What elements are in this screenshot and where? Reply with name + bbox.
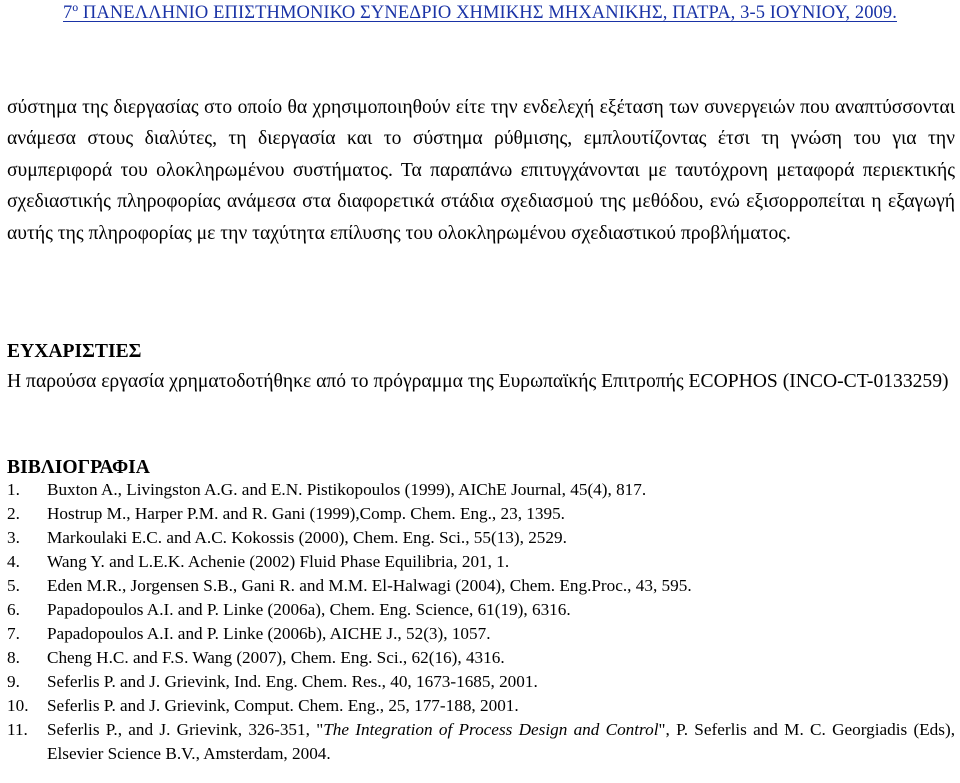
reference-number: 4. xyxy=(7,552,20,571)
reference-item xyxy=(7,622,955,646)
reference-item xyxy=(7,598,955,622)
reference-text: Wang Y. and L.E.K. Achenie (2002) Fluid Phase Equilibria, 201, 1. xyxy=(47,552,510,571)
reference-text: Eden M.R., Jorgensen S.B., Gani R. and M.M. El-Halwagi (2004), Chem. Eng.Proc., 43, 595. xyxy=(47,576,692,595)
reference-text: Seferlis P. and J. Grievink, Ind. Eng. Chem. Res., 40, 1673-1685, 2001. xyxy=(47,672,538,691)
reference-text-before: Seferlis P., and J. Grievink, 326-351, " xyxy=(47,720,324,739)
reference-item xyxy=(7,478,955,502)
reference-number: 6. xyxy=(7,600,20,619)
reference-item xyxy=(7,526,955,550)
reference-text: Papadopoulos A.I. and P. Linke (2006b), AICHE J., 52(3), 1057. xyxy=(47,624,491,643)
reference-number: 7. xyxy=(7,624,20,643)
reference-number: 9. xyxy=(7,672,20,691)
reference-text: Markoulaki E.C. and A.C. Kokossis (2000), Chem. Eng. Sci., 55(13), 2529. xyxy=(47,528,567,547)
reference-item xyxy=(7,670,955,694)
conference-header: 7º ΠΑΝΕΛΛΗΝΙΟ ΕΠΙΣΤΗΜΟΝΙΚΟ ΣΥΝΕΔΡΙΟ ΧΗΜΙΚΗΣ ΜΗΧΑΝΙΚΗΣ, ΠΑΤΡΑ, 3-5 ΙΟΥΝΙΟΥ, 2009. xyxy=(63,3,897,23)
reference-number: 3. xyxy=(7,528,20,547)
bibliography-heading: ΒΙΒΛΙΟΓΡΑΦΙΑ xyxy=(7,457,150,478)
reference-text: Papadopoulos A.I. and P. Linke (2006a), Chem. Eng. Science, 61(19), 6316. xyxy=(47,600,571,619)
reference-item xyxy=(7,550,955,574)
reference-number: 5. xyxy=(7,576,20,595)
acknowledgements-text: Η παρούσα εργασία χρηματοδοτήθηκε από το πρόγραμμα της Ευρωπαϊκής Επιτροπής ECOPHOS (INCO-CT-0133259) xyxy=(7,371,949,392)
reference-list xyxy=(7,478,955,766)
acknowledgements-heading: ΕΥΧΑΡΙΣΤΙΕΣ xyxy=(7,341,142,362)
reference-number: 11. xyxy=(7,720,28,739)
reference-item xyxy=(7,574,955,598)
reference-number: 2. xyxy=(7,504,20,523)
reference-number: 8. xyxy=(7,648,20,667)
reference-text xyxy=(47,718,955,766)
reference-item xyxy=(7,646,955,670)
body-paragraph: σύστημα της διεργασίας στο οποίο θα χρησιμοποιηθούν είτε την ενδελεχή εξέταση των συνεργειών που αναπτύσσονται ανάμεσα στους διαλύτες, τη διεργασία και το σύστημα ρύθμισης, εμπλουτίζοντας έτσι τη γνώση του για την συμπεριφορά του ολοκληρωμένου συστήματος. Τα παραπάνω επιτυγχάνονται με ταυτόχρονη μεταφορά περιεκτικής σχεδιαστικής πληροφορίας ανάμεσα στα διαφορετικά στάδια σχεδιασμού της μεθόδου, ενώ εξισορροπείται η εξαγωγή αυτής της πληροφορίας με την ταχύτητα επίλυσης του ολοκληρωμένου σχεδιαστικού προβλήματος. xyxy=(7,97,955,244)
reference-number: 1. xyxy=(7,480,20,499)
reference-book-title: The Integration of Process Design and Control xyxy=(323,720,659,739)
reference-item xyxy=(7,502,955,526)
reference-text: Buxton A., Livingston A.G. and E.N. Pistikopoulos (1999), AIChE Journal, 45(4), 817. xyxy=(47,480,647,499)
reference-item xyxy=(7,718,955,766)
reference-item xyxy=(7,694,955,718)
reference-text: Hostrup M., Harper P.M. and R. Gani (1999),Comp. Chem. Eng., 23, 1395. xyxy=(47,504,565,523)
reference-text: Cheng H.C. and F.S. Wang (2007), Chem. Eng. Sci., 62(16), 4316. xyxy=(47,648,505,667)
reference-text-after: ", P. Seferlis and M. C. Georgiadis (Eds), Elsevier Science B.V., Amsterdam, 2004. xyxy=(47,720,955,763)
reference-text: Seferlis P. and J. Grievink, Comput. Chem. Eng., 25, 177-188, 2001. xyxy=(47,696,519,715)
reference-number: 10. xyxy=(7,696,29,715)
